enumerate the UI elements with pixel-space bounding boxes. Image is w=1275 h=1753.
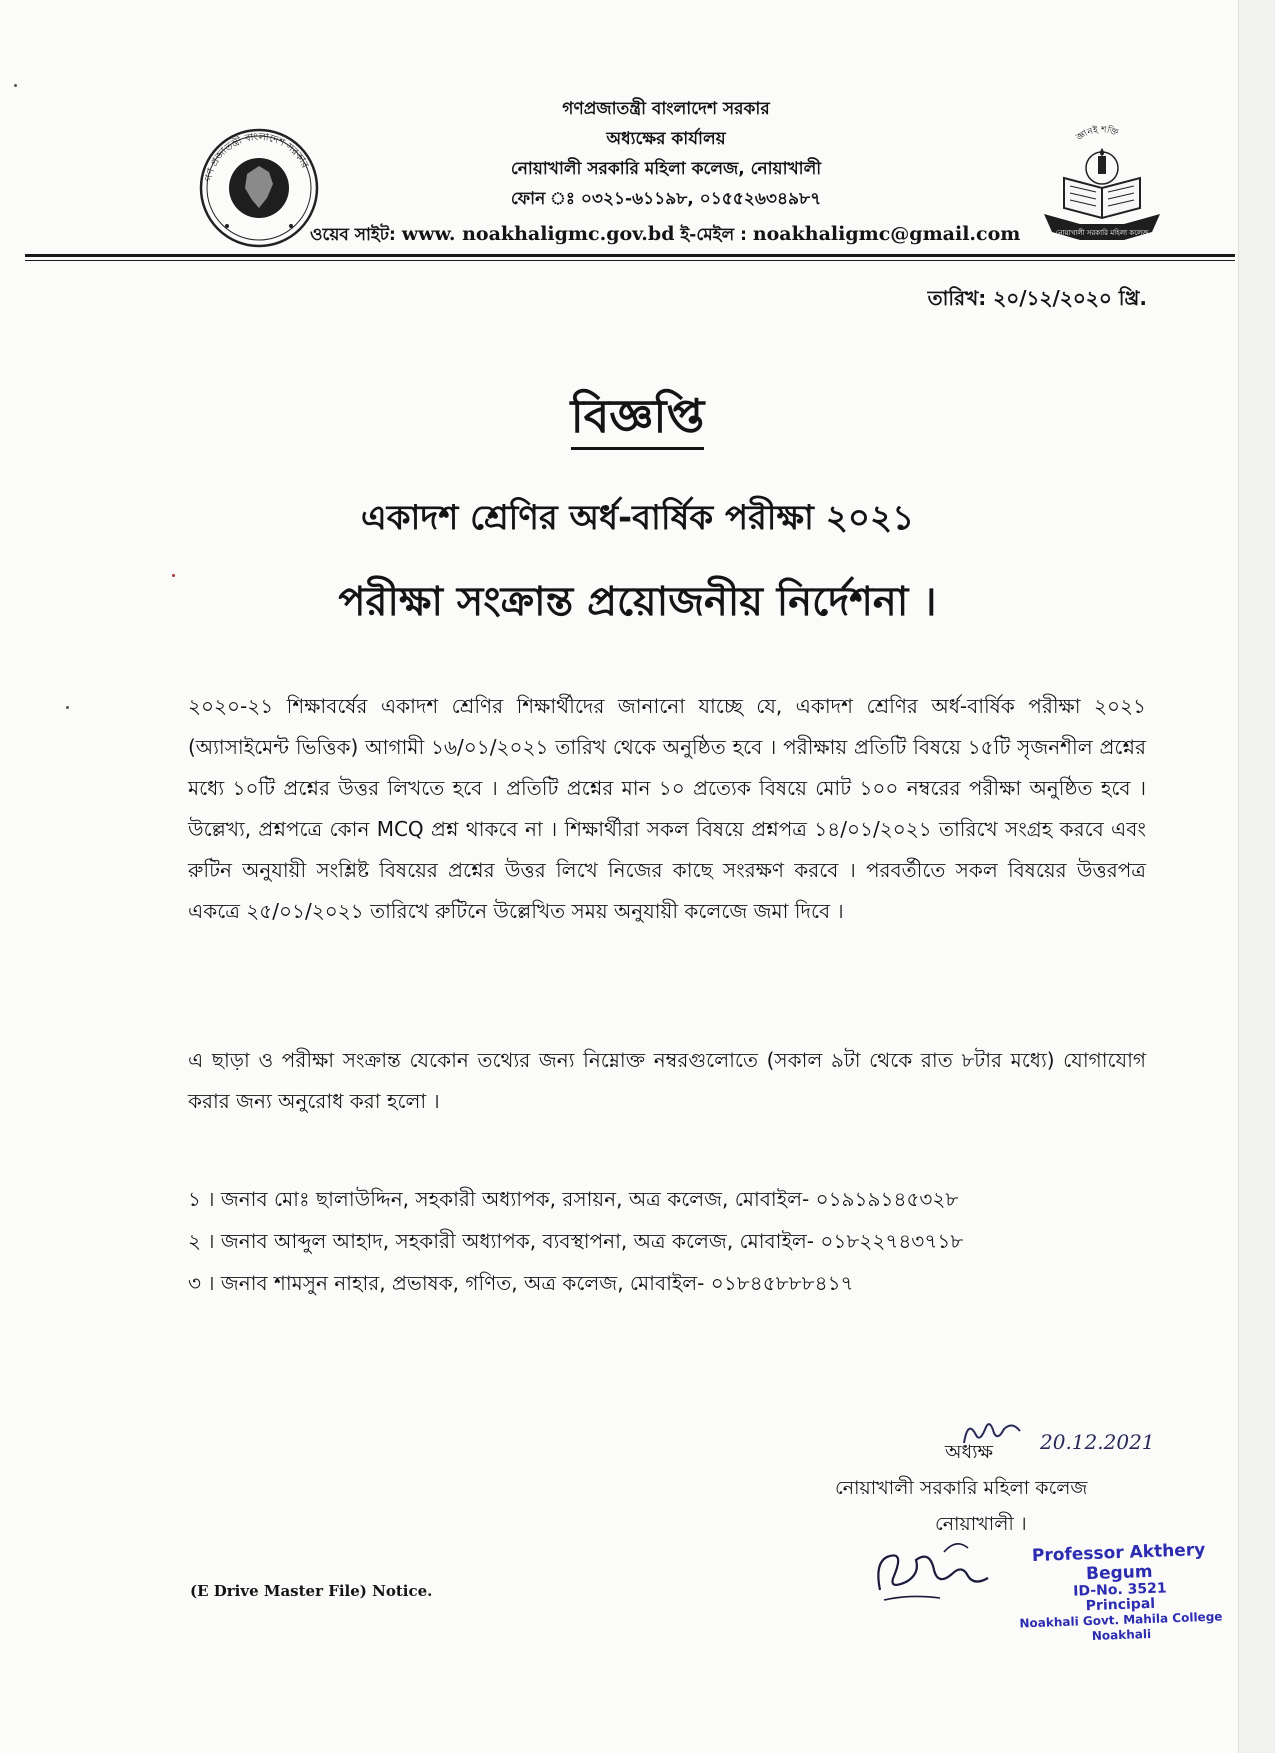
notice-title: বিজ্ঞপ্তি bbox=[0, 382, 1275, 458]
scan-speck bbox=[66, 706, 69, 709]
svg-text:নোয়াখালী সরকারি মহিলা কলেজ: নোয়াখালী সরকারি মহিলা কলেজ bbox=[1055, 229, 1149, 237]
contact-list bbox=[188, 1178, 963, 1304]
stamp-place: Noakhali bbox=[1091, 1626, 1152, 1644]
stamp-name: Professor Akthery Begum bbox=[1031, 1540, 1206, 1585]
handwritten-date: 20.12.2021 bbox=[1040, 1430, 1155, 1454]
seal-text: গণ প্রজাতন্ত্রী বাংলাদেশ সরকার bbox=[203, 131, 311, 183]
letterhead-office: অধ্যক্ষের কার্যালয় bbox=[606, 129, 726, 149]
letterhead-contact-line bbox=[310, 222, 1020, 250]
svg-text:জ্ঞানই শক্তি: জ্ঞানই শক্তি bbox=[1074, 125, 1120, 144]
letterhead-phone: ফোন ঃ ০৩২১-৬১১৯৮, ০১৫৫২৬৩৪৯৮৭ bbox=[510, 189, 822, 209]
footer-note: (E Drive Master File) Notice. bbox=[190, 1582, 433, 1600]
signatory-district: নোয়াখালী । bbox=[935, 1513, 1027, 1535]
letterhead bbox=[456, 94, 876, 214]
stamp-id: ID-No. 3521 bbox=[1072, 1580, 1167, 1600]
scan-edge bbox=[1238, 0, 1275, 1753]
website-label: ওয়েব সাইট: bbox=[310, 225, 396, 245]
notice-subtitle: একাদশ শ্রেণির অর্ধ-বার্ষিক পরীক্ষা ২০২১ bbox=[360, 498, 915, 538]
email-address: noakhaligmc@gmail.com bbox=[752, 223, 1021, 245]
college-logo-icon bbox=[1040, 118, 1164, 246]
contact-item: ২ । জনাব আব্দুল আহাদ, সহকারী অধ্যাপক, ব্যবস্থাপনা, অত্র কলেজ, মোবাইল- ০১৮২২৭৪৩৭১৮ bbox=[188, 1229, 964, 1253]
contact-item: ৩ । জনাব শামসুন নাহার, প্রভাষক, গণিত, অত্র কলেজ, মোবাইল- ০১৮৪৫৮৮৮৪১৭ bbox=[188, 1271, 854, 1295]
notice-heading: পরীক্ষা সংক্রান্ত প্রয়োজনীয় নির্দেশনা । bbox=[338, 579, 937, 625]
website-url: www. noakhaligmc.gov.bd bbox=[401, 223, 675, 245]
contact-item: ১ । জনাব মোঃ ছালাউদ্দিন, সহকারী অধ্যাপক, রসায়ন, অত্র কলেজ, মোবাইল- ০১৯১৯১৪৫৩২৮ bbox=[188, 1187, 959, 1211]
principal-stamp bbox=[998, 1539, 1241, 1647]
contact-instruction-paragraph: এ ছাড়া ও পরীক্ষা সংক্রান্ত যেকোন তথ্যের জন্য নিম্নোক্ত নম্বরগুলোতে (সকাল ৯টা থেকে রাত ৮টার মধ্যে) যোগাযোগ করার জন্য অনুরোধ করা হলো । bbox=[188, 1048, 1146, 1113]
signatory-college: নোয়াখালী সরকারি মহিলা কলেজ bbox=[835, 1477, 1088, 1499]
government-seal-icon bbox=[197, 126, 321, 250]
scan-speck bbox=[172, 574, 175, 577]
header-divider-thin bbox=[25, 260, 1235, 261]
stamp-role: Principal bbox=[1085, 1595, 1156, 1615]
letterhead-college: নোয়াখালী সরকারি মহিলা কলেজ, নোয়াখালী bbox=[510, 159, 822, 179]
signatory-title: অধ্যক্ষ bbox=[945, 1441, 994, 1463]
notice-body-paragraph: ২০২০-২১ শিক্ষাবর্ষের একাদশ শ্রেণির শিক্ষার্থীদের জানানো যাচ্ছে যে, একাদশ শ্রেণির অর্ধ-বার্ষিক পরীক্ষা ২০২১ (অ্যাসাইমেন্ট ভিত্তিক) আগামী ১৬/০১/২০২১ তারিখ থেকে অনুষ্ঠিত হবে । পরীক্ষায় প্রতিটি বিষয়ে ১৫টি সৃজনশীল প্রশ্নের মধ্যে ১০টি প্রশ্নের উত্তর লিখতে হবে । প্রতিটি প্রশ্নের মান ১০ প্রত্যেক বিষয়ে মোট ১০০ নম্বরের পরীক্ষা অনুষ্ঠিত হবে । উল্লেখ্য, প্রশ্নপত্রে কোন MCQ প্রশ্ন থাকবে না । শিক্ষার্থীরা সকল বিষয়ে প্রশ্নপত্র ১৪/০১/২০২১ তারিখে সংগ্রহ করবে এবং রুটিন অনুযায়ী সংশ্লিষ্ট বিষয়ের প্রশ্নের উত্তর লিখে নিজের কাছে সংরক্ষণ করবে । পরবর্তীতে সকল বিষয়ের উত্তরপত্র একত্রে ২৫/০১/২০২১ তারিখে রুটিনে উল্লেখিত সময় অনুযায়ী কলেজে জমা দিবে । bbox=[188, 694, 1146, 923]
signature bbox=[860, 1530, 1000, 1610]
notice-date: তারিখ: ২০/১২/২০২০ খ্রি. bbox=[927, 286, 1147, 310]
scan-speck bbox=[14, 84, 17, 87]
stamp-institution: Noakhali Govt. Mahila College bbox=[1019, 1609, 1223, 1631]
letterhead-government: গণপ্রজাতন্ত্রী বাংলাদেশ সরকার bbox=[562, 99, 770, 119]
email-label: ই-মেইল : bbox=[680, 225, 747, 245]
header-divider bbox=[25, 254, 1235, 257]
